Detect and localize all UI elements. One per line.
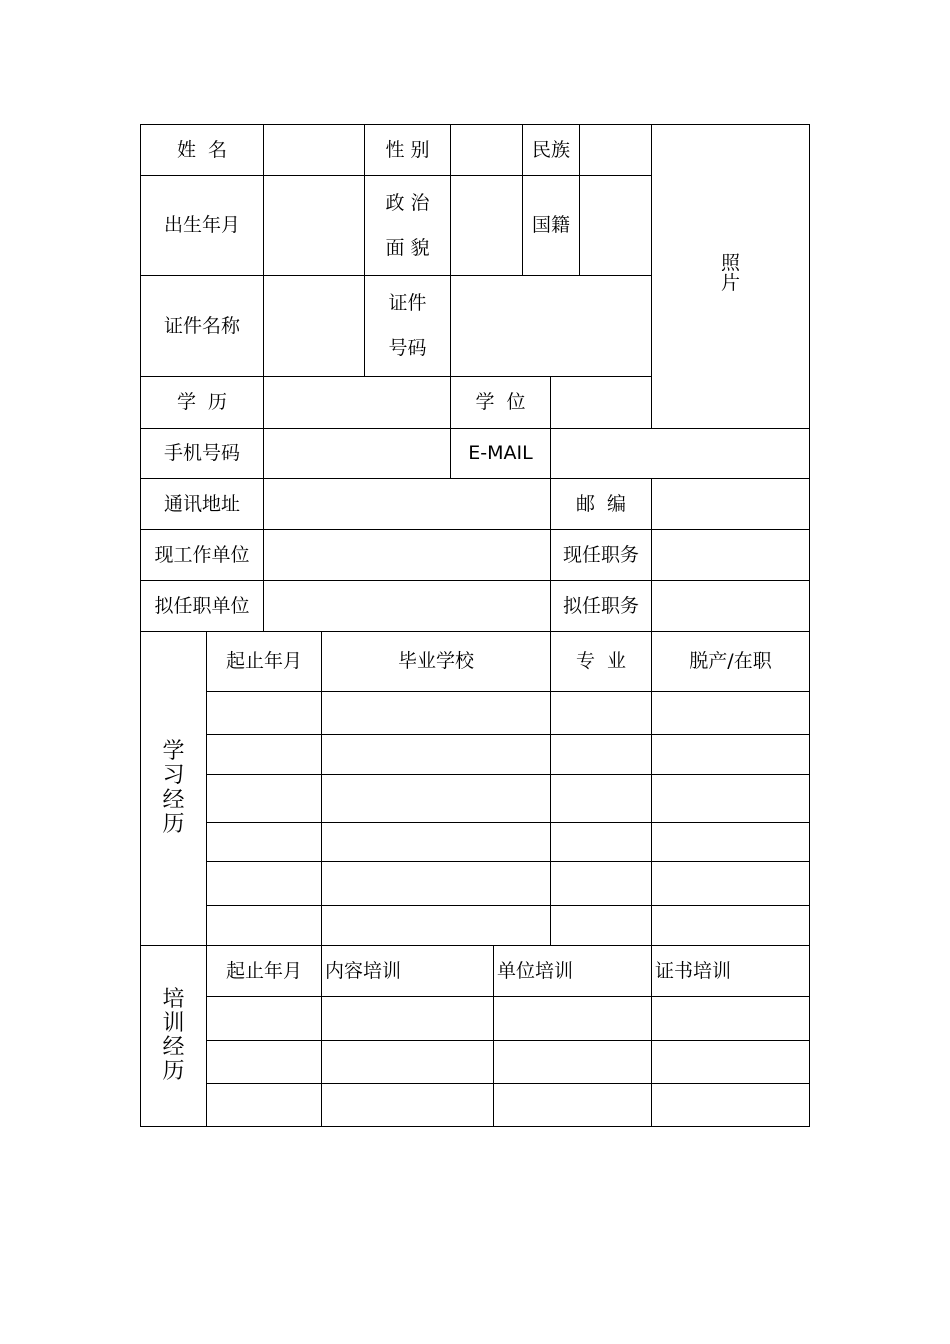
name-field[interactable] [263,124,365,176]
training-row-1-content[interactable] [321,996,494,1041]
study-row-6-major[interactable] [550,905,652,946]
training-row-3-unit[interactable] [493,1083,652,1127]
mobile-field[interactable] [263,428,451,479]
study-row-2-period[interactable] [206,734,322,775]
training-row-3-period[interactable] [206,1083,322,1127]
study-row-4-mode[interactable] [651,822,810,862]
study-row-1-period[interactable] [206,691,322,735]
address-label: 通讯地址 [140,478,264,530]
photo-box[interactable]: 照 片 [651,124,810,429]
training-header-content: 内容培训 [321,945,494,997]
study-row-4-school[interactable] [321,822,551,862]
email-label: E-MAIL [450,428,551,479]
current-position-label: 现任职务 [550,529,652,581]
study-header-school: 毕业学校 [321,631,551,692]
training-header-unit: 单位培训 [493,945,652,997]
study-row-6-mode[interactable] [651,905,810,946]
training-row-3-certificate[interactable] [651,1083,810,1127]
study-row-2-major[interactable] [550,734,652,775]
study-row-4-major[interactable] [550,822,652,862]
training-row-1-period[interactable] [206,996,322,1041]
study-row-5-school[interactable] [321,861,551,906]
email-field[interactable] [550,428,810,479]
training-row-2-period[interactable] [206,1040,322,1084]
proposed-employer-label: 拟任职单位 [140,580,264,632]
political-status-field[interactable] [450,175,523,276]
nationality-field[interactable] [579,175,652,276]
nationality-label: 国籍 [522,175,580,276]
study-history-label: 学 习 经 历 [140,631,207,946]
id-type-field[interactable] [263,275,365,377]
postcode-field[interactable] [651,478,810,530]
proposed-position-label: 拟任职务 [550,580,652,632]
training-row-3-content[interactable] [321,1083,494,1127]
gender-field[interactable] [450,124,523,176]
study-row-4-period[interactable] [206,822,322,862]
study-header-major: 专 业 [550,631,652,692]
study-row-6-period[interactable] [206,905,322,946]
study-row-3-period[interactable] [206,774,322,823]
address-field[interactable] [263,478,551,530]
gender-label: 性 别 [364,124,451,176]
study-header-mode: 脱产/在职 [651,631,810,692]
education-field[interactable] [263,376,451,429]
study-row-5-major[interactable] [550,861,652,906]
postcode-label: 邮 编 [550,478,652,530]
training-row-1-unit[interactable] [493,996,652,1041]
id-number-field[interactable] [450,275,652,377]
political-status-label: 政 治 面 貌 [364,175,451,276]
training-history-label: 培 训 经 历 [140,945,207,1127]
id-number-label: 证件 号码 [364,275,451,377]
study-row-1-school[interactable] [321,691,551,735]
ethnicity-field[interactable] [579,124,652,176]
training-header-period: 起止年月 [206,945,322,997]
study-row-3-school[interactable] [321,774,551,823]
proposed-position-field[interactable] [651,580,810,632]
study-row-3-mode[interactable] [651,774,810,823]
birth-label: 出生年月 [140,175,264,276]
current-position-field[interactable] [651,529,810,581]
study-row-2-school[interactable] [321,734,551,775]
ethnicity-label: 民族 [522,124,580,176]
degree-field[interactable] [550,376,652,429]
training-row-2-unit[interactable] [493,1040,652,1084]
training-row-2-content[interactable] [321,1040,494,1084]
study-row-1-mode[interactable] [651,691,810,735]
study-row-5-period[interactable] [206,861,322,906]
birth-field[interactable] [263,175,365,276]
degree-label: 学 位 [450,376,551,429]
name-label: 姓 名 [140,124,264,176]
current-employer-label: 现工作单位 [140,529,264,581]
id-type-label: 证件名称 [140,275,264,377]
current-employer-field[interactable] [263,529,551,581]
study-row-5-mode[interactable] [651,861,810,906]
study-header-period: 起止年月 [206,631,322,692]
study-row-2-mode[interactable] [651,734,810,775]
mobile-label: 手机号码 [140,428,264,479]
study-row-1-major[interactable] [550,691,652,735]
training-header-certificate: 证书培训 [651,945,810,997]
training-row-2-certificate[interactable] [651,1040,810,1084]
study-row-3-major[interactable] [550,774,652,823]
proposed-employer-field[interactable] [263,580,551,632]
study-row-6-school[interactable] [321,905,551,946]
training-row-1-certificate[interactable] [651,996,810,1041]
education-label: 学 历 [140,376,264,429]
